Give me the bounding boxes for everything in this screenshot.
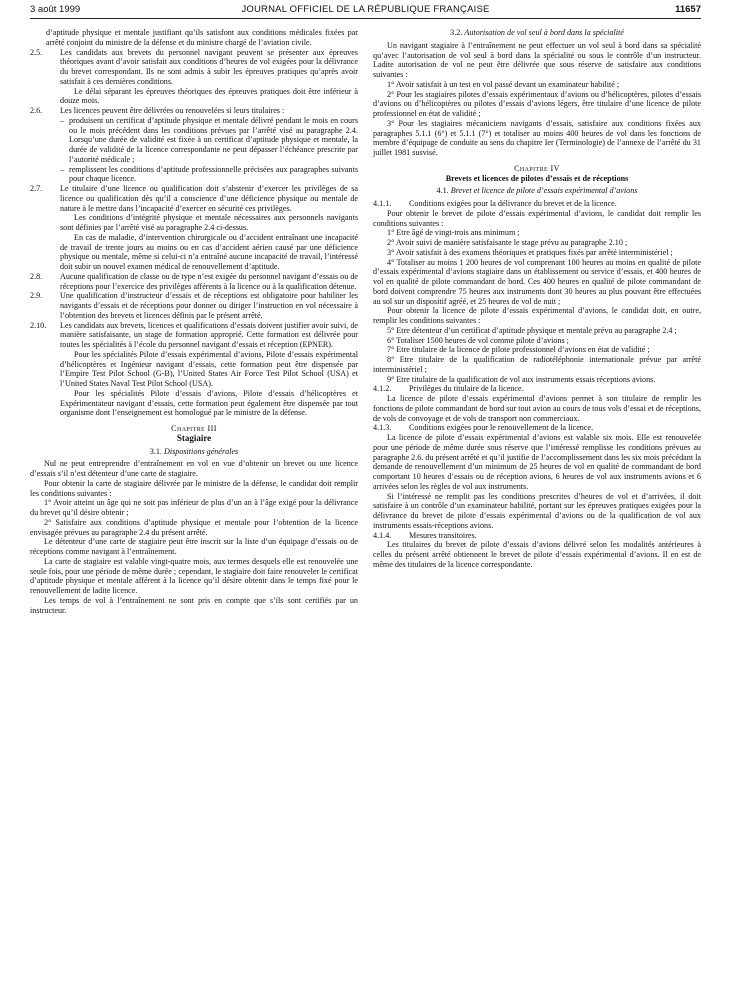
paragraph: Pour les spécialités Pilote d’essais expérimental d’avions, Pilote d’essais expérimental d’hélicoptères et Ingénieur navigant d’essais, cette formation peut être dispensée par l’Empire Test Pilot School (G-B), l’United States Air Force Test Pilot School (USA) et l’United States Naval Test Pilot School (USA). bbox=[60, 349, 358, 388]
paragraph: Les candidats aux brevets du personnel navigant peuvent se présenter aux épreuves théoriques avant d’avoir satisfait aux conditions d’heures de vol exigées pour la délivrance du brevet correspondant. Ils ne sont admis à subir les épreuves pratiques qu’après avoir satisfait à ces dernières conditions. bbox=[60, 47, 358, 86]
section-title: Brevet et licence de pilote d’essais expérimental d’avions bbox=[450, 186, 638, 196]
paragraph: En cas de maladie, d’intervention chirurgicale ou d’accident entraînant une incapacité de travail de trente jours au moins ou en cas d’accident aérien causé par une déficience physique ou mentale, même si celui-ci n’a entraîné aucune incapacité de travail, l’intéressé doit subir un nouvel examen médical de renouvellement d’aptitude. bbox=[60, 232, 358, 271]
section-2-8 bbox=[30, 272, 358, 292]
paragraph: La licence de pilote d’essais expérimental d’avions permet à son titulaire de remplir les fonctions de pilote commandant de bord sur tout avion au cours de tous vols d’essai et de réceptions, de vols de convoyage et de vols de transport non commerciaux. bbox=[373, 394, 701, 423]
paragraph: Le titulaire d’une licence ou qualification doit s’abstenir d’exercer les privilèges de sa licence ou qualification dès qu’il a conscience d’une déficience physique ou mentale de nature à le mettre dans l’incapacité d’exercer en sécurité ces privilèges. bbox=[60, 184, 358, 213]
paragraph: Nul ne peut entreprendre d’entraînement en vol en vue d’obtenir un brevet ou une licence d’essais s’il n’est détenteur d’une carte de stagiaire. bbox=[30, 459, 358, 478]
section-title: Autorisation de vol seul à bord dans la spécialité bbox=[464, 28, 624, 37]
section-number: 3.1. bbox=[149, 446, 162, 456]
paragraph: Mesures transitoires. bbox=[409, 530, 477, 540]
section-2-5 bbox=[30, 48, 358, 107]
paragraph: Les temps de vol à l’entraînement ne sont pris en compte que s’ils sont certifiés par un instructeur. bbox=[30, 595, 358, 615]
paragraph: d’aptitude physique et mentale justifiant qu’ils satisfont aux conditions médicales fixées par arrêté conjoint du ministre de la défense et du ministre chargé de l’aviation civile. bbox=[46, 28, 358, 47]
chapter-title: Brevets et licences de pilotes d’essais et de réceptions bbox=[445, 173, 629, 183]
paragraph: Un navigant stagiaire à l’entraînement ne peut effectuer un vol seul à bord dans sa spécialité qu’avec l’autorisation de vol seul à bord dans la spécialité ou sous le contrôle d’un instructeur. Ladite autorisation de vol ne peut être délivrée que sous réserve de satisfaire aux conditions suivantes : bbox=[373, 40, 701, 79]
dash-marker: – bbox=[60, 164, 65, 174]
paragraph: 7° Etre titulaire de la licence de pilote professionnel d’avions en état de validité ; bbox=[387, 345, 650, 355]
chapter-title: Stagiaire bbox=[176, 432, 212, 443]
right-column bbox=[373, 28, 701, 570]
section-number: 2.6. bbox=[30, 106, 43, 115]
chapter-heading: Chapitre IV bbox=[514, 163, 560, 173]
section-2-7 bbox=[30, 184, 358, 272]
paragraph: Si l’intéressé ne remplit pas les conditions prescrites d’heures de vol et d’arrivées, il doit satisfaire à un contrôle d’un examinateur habilité, portant sur les épreuves pratiques exigées pour la délivrance du brevet de pilote d’essais expérimental d’avions ou de la qualification de vol aux instruments essais-réceptions avions. bbox=[373, 491, 701, 530]
journal-title: JOURNAL OFFICIEL DE LA RÉPUBLIQUE FRANÇAISE bbox=[241, 4, 490, 15]
paragraph: 3° Avoir satisfait à des examens théoriques et pratiques fixés par arrêté interministériel ; bbox=[387, 247, 673, 257]
paragraph: Privilèges du titulaire de la licence. bbox=[409, 384, 524, 394]
paragraph: 6° Totaliser 1500 heures de vol comme pilote d’avions ; bbox=[387, 335, 569, 345]
section-4-1-4 bbox=[373, 531, 701, 541]
section-title: Dispositions générales bbox=[163, 446, 239, 456]
section-number: 2.7. bbox=[30, 184, 43, 193]
page-header bbox=[30, 4, 701, 18]
section-2-6 bbox=[30, 106, 358, 184]
section-4-1-2 bbox=[373, 384, 701, 394]
paragraph: 4° Totaliser au moins 1 200 heures de vol comprenant 100 heures au moins en qualité de pilote d’essais expérimental d’avions stagiaire dans un établissement ou service d’essais, et 400 heures de vol en qualité de pilote commandant de bord. Ces 400 heures en qualité de pilote commandant de bord doivent comprendre 75 heures aux instruments dont 30 heures au plus pouvant être effectuées au sol sur un dispositif agréé, et 25 heures de vol de nuit ; bbox=[373, 257, 701, 306]
paragraph: 2° Satisfaire aux conditions d’aptitude physique et mentale pour l’obtention de la licence envisagée prévues au paragraphe 2.4 du présent arrêté. bbox=[30, 517, 358, 537]
paragraph: Les conditions d’intégrité physique et mentale nécessaires aux personnels navigants sont définies par l’arrêté visé au paragraphe 2.4 ci-dessus. bbox=[60, 213, 358, 232]
paragraph: Les licences peuvent être délivrées ou renouvelées si leurs titulaires : bbox=[60, 106, 285, 115]
paragraph: Conditions exigées pour le renouvellement de la licence. bbox=[409, 423, 594, 433]
paragraph: La licence de pilote d’essais expérimental d’avions est valable six mois. Elle est renouvelée pour une période de même durée sous réserve que l’intéressé remplisse les conditions prévues au paragraphe 2.6. du présent arrêté et qu’il justifie de l’accomplissement dans les six mois précédant la demande de renouvellement d’un minimum de 25 heures de vol en qualité de commandant de bord comportant 10 heures d’essais ou de réception avions, 6 heures de vol aux instruments avions et 6 arrivées selon les règles de vol aux instruments. bbox=[373, 433, 701, 491]
paragraph: 3° Pour les stagiaires mécaniciens navigants d’essais, satisfaire aux conditions fixées aux paragraphes 5.1.1 (6°) et 5.1.1 (7°) et totaliser au moins 400 heures de vol dans les fonctions de membre d’équipage de conduite au sens du chapitre Ier (Terminologie) de l’annexe de l’arrêté du 31 juillet 1981 susvisé. bbox=[373, 118, 701, 157]
section-number: 4.1.3. bbox=[373, 423, 392, 433]
paragraph: Conditions exigées pour la délivrance du brevet et de la licence. bbox=[409, 199, 617, 208]
paragraph: Pour obtenir le brevet de pilote d’essais expérimental d’avions, le candidat doit remplir les conditions suivantes : bbox=[373, 208, 701, 228]
paragraph: 1° Avoir atteint un âge qui ne soit pas inférieur de plus d’un an à l’âge exigé pour la délivrance du brevet qu’il désire obtenir ; bbox=[30, 498, 358, 517]
paragraph: La carte de stagiaire est valable vingt-quatre mois, aux termes desquels elle est renouvelée une seule fois, pour une période de même durée ; cependant, le stagiaire doit faire renouveler le certificat d’aptitude physique et mentale afférent à la licence qu’il désire obtenir dans le temps fixé pour le renouvellement de ladite licence. bbox=[30, 556, 358, 595]
list-item: – produisent un certificat d’aptitude physique et mentale délivré pendant le mois en cours ou le mois précédent dans les conditions prévues par l’arrêté visé au paragraphe 2.4. Lorsqu’une durée de validité est fixée à un certificat d’aptitude physique et mentale, la durée de validité de la licence correspondante ne peut dépasser l’échéance prescrite par l’autorité médicale ; bbox=[60, 115, 358, 164]
paragraph: Pour obtenir la carte de stagiaire délivrée par le ministre de la défense, le candidat doit remplir les conditions suivantes : bbox=[30, 478, 358, 498]
section-heading bbox=[373, 186, 701, 196]
section-number: 2.10. bbox=[30, 320, 47, 330]
paragraph: 1° Avoir satisfait à un test en vol passé devant un examinateur habilité ; bbox=[387, 79, 620, 89]
paragraph: 5° Etre détenteur d’un certificat d’aptitude physique et mentale prévu au paragraphe 2.4 ; bbox=[387, 325, 677, 335]
section-number: 4.1.1. bbox=[373, 199, 392, 208]
paragraph: Une qualification d’instructeur d’essais et de réceptions est obligatoire pour habiliter les navigants d’essais et de réceptions pour donner ou diriger l’instruction en vol nécessaire à l’obtention des brevets et licences définis par le présent arrêté. bbox=[60, 291, 358, 320]
section-2-10 bbox=[30, 321, 358, 419]
list-item: – remplissent les conditions d’aptitude professionnelle précisées aux paragraphes suivants pour chaque licence. bbox=[60, 164, 358, 184]
section-4-1-3 bbox=[373, 423, 701, 433]
section-number: 4.1.2. bbox=[373, 384, 392, 394]
issue-date: 3 août 1999 bbox=[30, 4, 81, 15]
paragraph: Les titulaires du brevet de pilote d’essais d’avions délivré selon les modalités antérieures à celles du présent arrêté obtiennent le brevet de pilote d’essais expérimental d’avions. Il en est de même des titulaires de la licence correspondante. bbox=[373, 540, 701, 569]
paragraph: Les candidats aux brevets, licences et qualifications d’essais doivent justifier avoir suivi, de manière satisfaisante, un stage de formation approprié. Cette formation est délivrée pour toutes les spécialités à l’école du personnel navigant d’essais et réception (EPNER). bbox=[60, 320, 358, 349]
section-2-9 bbox=[30, 291, 358, 320]
section-number: 2.8. bbox=[30, 271, 43, 281]
paragraph: 9° Etre titulaire de la qualification de vol aux instruments essais réceptions avions. bbox=[387, 374, 656, 384]
section-number: 3.2. bbox=[450, 28, 463, 37]
paragraph: Le détenteur d’une carte de stagiaire peut être inscrit sur la liste d’un équipage d’essais ou de réceptions comme navigant à l’entraînement. bbox=[30, 537, 358, 556]
paragraph: 1° Etre âgé de vingt-trois ans minimum ; bbox=[387, 228, 520, 238]
section-number: 4.1. bbox=[436, 186, 449, 196]
page-number: 11657 bbox=[675, 4, 701, 15]
header-rule bbox=[30, 18, 701, 19]
paragraph: Aucune qualification de classe ou de type n’est exigée du personnel navigant d’essais ou de réceptions pour l’exercice des privilèges afférents à la licence ou à la qualification détenue. bbox=[60, 271, 358, 291]
dash-marker: – bbox=[60, 115, 65, 125]
paragraph: 8° Etre titulaire de la qualification de radiotéléphonie internationale prévue par arrêté interministériel ; bbox=[373, 355, 701, 374]
section-number: 4.1.4. bbox=[373, 530, 392, 540]
section-heading bbox=[373, 28, 701, 38]
section-number: 2.9. bbox=[30, 291, 43, 301]
section-number: 2.5. bbox=[30, 47, 43, 57]
paragraph: Le délai séparant les épreuves théoriques des épreuves pratiques doit être inférieur à douze mois. bbox=[60, 86, 358, 106]
section-heading bbox=[30, 447, 358, 457]
paragraph: Pour les spécialités Pilote d’essais d’avions, Pilote d’essais d’hélicoptères et Expérimentateur navigant d’essais, cette formation peut également être dispensée par tout organisme dont l’enseignement est homologué par le ministre de la défense. bbox=[60, 388, 358, 418]
paragraph: 2° Pour les stagiaires pilotes d’essais expérimentaux d’avions ou d’hélicoptères, pilotes d’essais d’avions ou d’hélicoptères ou pilotes d’essais d’avions légers, être titulaire d’une licence de pilote professionnel en état de validité ; bbox=[373, 89, 701, 118]
chapter-heading: Chapitre III bbox=[171, 424, 217, 433]
paragraph: Pour obtenir la licence de pilote d’essais expérimental d’avions, le candidat doit, en outre, remplir les conditions suivantes : bbox=[373, 306, 701, 325]
section-4-1-1 bbox=[373, 199, 701, 209]
paragraph: 2° Avoir suivi de manière satisfaisante le stage prévu au paragraphe 2.10 ; bbox=[387, 238, 628, 247]
left-column bbox=[30, 28, 358, 615]
